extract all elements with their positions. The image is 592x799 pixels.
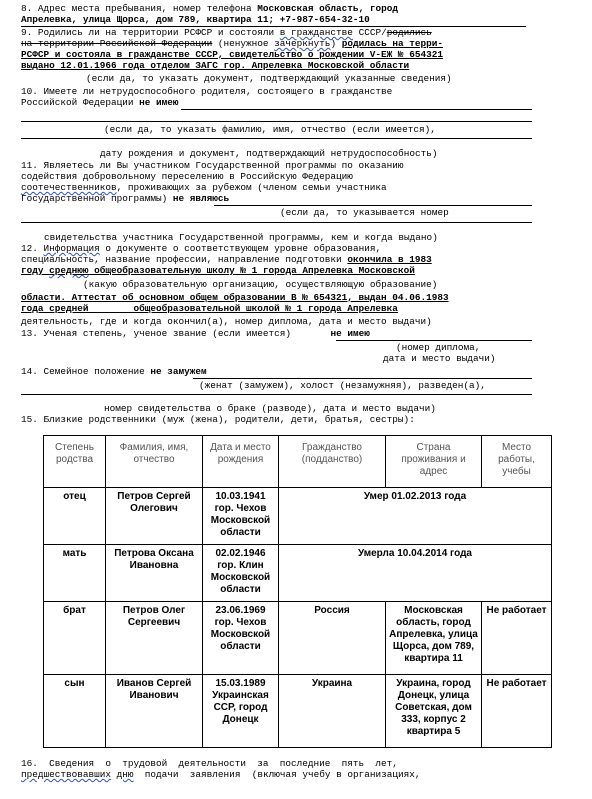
s14-value: не замужем [150, 366, 207, 377]
s10-blank-line2 [21, 138, 532, 139]
death-note-cell: Умер 01.02.2013 года [279, 488, 552, 545]
work-cell: Не работает [482, 675, 552, 748]
col-relation-header: Степень родства [44, 436, 106, 488]
s14-underline [193, 378, 532, 379]
col-citizenship-header: Гражданство (подданство) [279, 436, 386, 488]
table-row [44, 675, 552, 748]
s12-note2: деятельность, где и когда окончил(а), номер диплома, дата и место выдачи) [21, 316, 432, 327]
name-cell: Петров Олег Сергеевич [106, 602, 203, 675]
s11-line2: содействия добровольному переселению в Российскую Федерацию [21, 171, 353, 182]
death-note-cell: Умерла 10.04.2014 года [279, 545, 552, 602]
work-cell: Не работает [482, 602, 552, 675]
s9-line1: 9. Родились ли на территории РСФСР и состояли в гражданстве СССР/родились [21, 27, 432, 38]
relation-cell: сын [44, 675, 106, 748]
s12-line3: году среднюю общеобразовательную школу № 1 города Апрелевка Московской [21, 265, 415, 276]
s11-line4: Государственной программы) не являюсь [21, 193, 230, 204]
birth-cell: 15.03.1989 Украинская ССР, город Донецк [203, 675, 279, 748]
name-cell: Петрова Оксана Ивановна [106, 545, 203, 602]
s9-line4: выдано 12.01.1966 года отделом ЗАГС гор. Апрелевка Московской области [21, 60, 410, 71]
s10-line1: 10. Имеете ли нетрудоспособного родителя, состоящего в гражданстве [21, 86, 393, 97]
s8-label: 8. Адрес места пребывания, номер телефона [21, 3, 258, 14]
s11-line1: 11. Являетесь ли Вы участником Государственной программы по оказанию [21, 160, 404, 171]
s10-line2: Российской Федерации не имею [21, 97, 179, 108]
relatives-header-row [44, 436, 552, 488]
s9-line2: на территории Российской Федерации (ненужное зачеркнуть) родилась на терри- [21, 38, 443, 49]
address-cell: Московская область, город Апрелевка, улица Щорса, дом 789, квартира 11 [386, 602, 482, 675]
s14-note2: номер свидетельства о браке (разводе), дата и место выдачи) [104, 403, 436, 414]
name-cell: Петров Сергей Олегович [106, 488, 203, 545]
s11-line3: соотечественников, проживающих за рубежом (членом семьи участника [21, 182, 387, 193]
relation-cell: отец [44, 488, 106, 545]
s11-underline [214, 205, 532, 206]
relatives-table [43, 435, 552, 748]
s11-note1: (если да, то указывается номер [280, 207, 449, 218]
table-row [44, 545, 552, 602]
s9-line3: РСФСР и состояла в гражданстве СССР, свидетельство о рождении V-ЕЖ № 654321 [21, 49, 443, 60]
s14-line1: 14. Семейное положение не замужем [21, 366, 207, 377]
s13-value: не имею [330, 328, 370, 339]
s12-line2: специальность, название профессии, направление подготовки окончила в 1983 [21, 254, 432, 265]
s10-value: не имею [139, 97, 179, 108]
s10-note2: дату рождения и документ, подтверждающий нетрудоспособность) [100, 148, 438, 159]
table-row [44, 488, 552, 545]
s13-underline [336, 340, 532, 341]
s12-note1: (какую образовательную организацию, осуществляющую образование) [83, 279, 438, 290]
s12-line5: области. Аттестат об основном общем образовании В № 654321, выдан 04.06.1983 [21, 292, 449, 303]
s8-address-phone-value: Апрелевка, улица Щорса, дом 789, квартира 11; +7-987-654-32-10 [21, 14, 370, 25]
birth-cell: 02.02.1946 гор. Клин Московской области [203, 545, 279, 602]
table-row [44, 602, 552, 675]
s11-value: не являюсь [172, 193, 230, 204]
s8-address-value: Московская область, город [257, 3, 398, 14]
s10-underline [181, 109, 532, 110]
s12-line6: года средней общеобразовательной школой № 1 города Апрелевка [21, 303, 398, 314]
s13-line1: 13. Ученая степень, ученое звание (если имеется) не имею [21, 328, 370, 339]
birth-cell: 23.06.1969 гор. Чехов Московской области [203, 602, 279, 675]
s14-note1: (женат (замужем), холост (незамужняя), разведен(а), [199, 380, 486, 391]
citizenship-cell: Россия [279, 602, 386, 675]
col-birth-header: Дата и место рождения [203, 436, 279, 488]
s8-line2 [21, 14, 370, 25]
s16-line2: предшествовавших дню подачи заявления (включая учебу в организациях, [21, 769, 421, 780]
s15-heading: 15. Близкие родственники (муж (жена), родители, дети, братья, сестры): [21, 414, 415, 425]
relation-cell: мать [44, 545, 106, 602]
s9-note: (если да, то указать документ, подтверждающий указанные сведения) [86, 73, 452, 84]
s13-note2: дата и место выдачи) [383, 353, 496, 364]
name-cell: Иванов Сергей Иванович [106, 675, 203, 748]
s14-blank-line [21, 394, 532, 395]
birth-cell: 10.03.1941 гор. Чехов Московской области [203, 488, 279, 545]
s11-note2: свидетельства участника Государственной программы, кем и когда выдано) [44, 232, 438, 243]
relation-cell: брат [44, 602, 106, 675]
s8-line1 [21, 3, 398, 14]
col-work-header: Место работы, учебы [482, 436, 552, 488]
s10-blank-line1 [21, 121, 532, 122]
s10-note1: (если да, то указать фамилию, имя, отчество (если имеется), [104, 124, 436, 135]
s11-blank-line [21, 222, 532, 223]
address-cell: Украина, город Донецк, улица Советская, дом 333, корпус 2 квартира 5 [386, 675, 482, 748]
col-address-header: Страна проживания и адрес [386, 436, 482, 488]
citizenship-cell: Украина [279, 675, 386, 748]
s12-line1: 12. Информация о документе о соответствующем уровне образования, [21, 243, 382, 254]
s13-note1: (номер диплома, [396, 342, 481, 353]
s16-line1: 16. Сведения о трудовой деятельности за последние пять лет, [21, 758, 398, 769]
col-name-header: Фамилия, имя, отчество [106, 436, 203, 488]
